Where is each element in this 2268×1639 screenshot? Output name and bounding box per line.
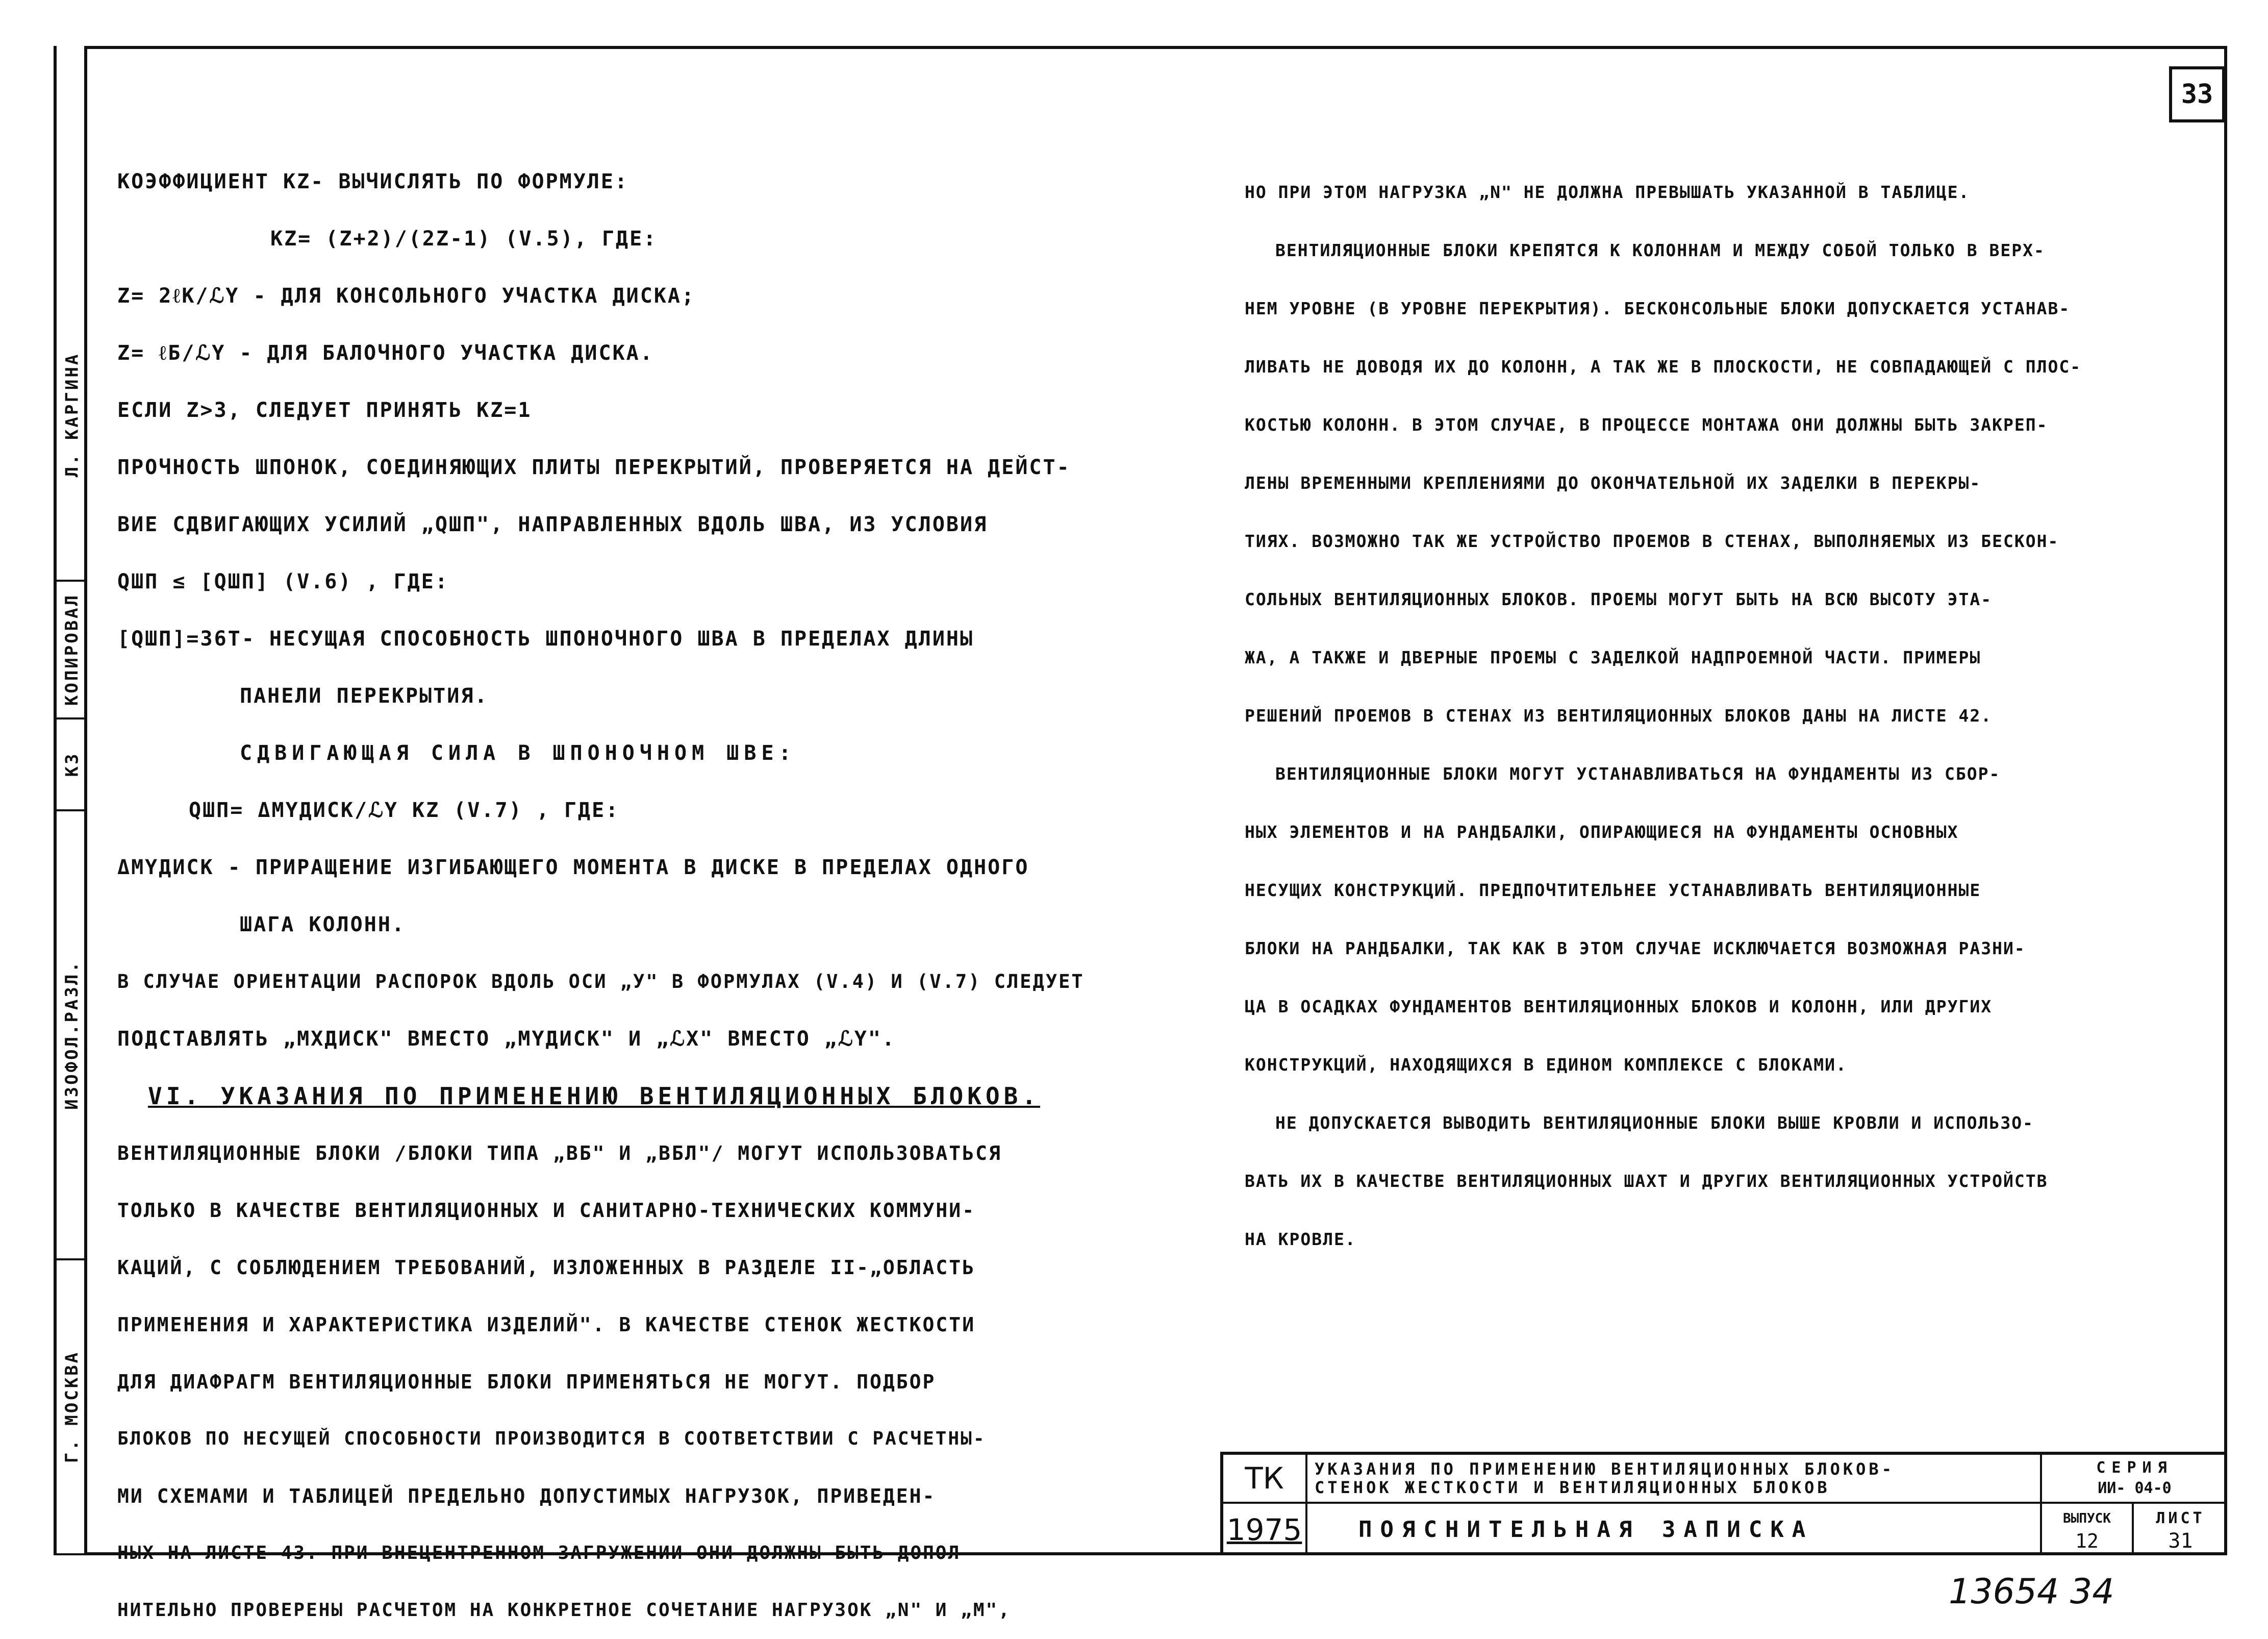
right-text-column bbox=[1245, 163, 2194, 1269]
text-line: КОСТЬЮ КОЛОНН. В ЭТОМ СЛУЧАЕ, В ПРОЦЕССЕ МОНТАЖА ОНИ ДОЛЖНЫ БЫТЬ ЗАКРЕП- bbox=[1245, 415, 2048, 435]
tb-series-value: ИИ- 04-0 bbox=[2098, 1479, 2172, 1497]
text-line: МИ СХЕМАМИ И ТАБЛИЦЕЙ ПРЕДЕЛЬНО ДОПУСТИМЫХ НАГРУЗОК, ПРИВЕДЕН- bbox=[117, 1485, 936, 1507]
side-strip-author: Л. КАРГИНА bbox=[57, 250, 87, 582]
tb-title-line2: СТЕНОК ЖЕСТКОСТИ И ВЕНТИЛЯЦИОННЫХ БЛОКОВ bbox=[1315, 1478, 1830, 1497]
text-line: ЛИВАТЬ НЕ ДОВОДЯ ИХ ДО КОЛОНН, А ТАК ЖЕ В ПЛОСКОСТИ, НЕ СОВПАДАЮЩЕЙ С ПЛОС- bbox=[1245, 357, 2082, 377]
text-line: БЛОКИ НА РАНДБАЛКИ, ТАК КАК В ЭТОМ СЛУЧАЕ ИСКЛЮЧАЕТСЯ ВОЗМОЖНАЯ РАЗНИ- bbox=[1245, 938, 2026, 958]
side-strip-signature: ИЗОФОЛ.РАЗЛ. bbox=[57, 811, 87, 1260]
text-line: НО ПРИ ЭТОМ НАГРУЗКА „N" НЕ ДОЛЖНА ПРЕВЫШАТЬ УКАЗАННОЙ В ТАБЛИЦЕ. bbox=[1245, 182, 1970, 202]
tb-title bbox=[1307, 1455, 2042, 1504]
side-strip-copied: КОПИРОВАЛ bbox=[57, 582, 87, 719]
formula-v6: QШП ≤ [QШП] (V.6) , ГДЕ: bbox=[117, 570, 449, 593]
text-line: НЫХ ЭЛЕМЕНТОВ И НА РАНДБАЛКИ, ОПИРАЮЩИЕСЯ НА ФУНДАМЕНТЫ ОСНОВНЫХ bbox=[1245, 822, 1959, 842]
text-line: ПАНЕЛИ ПЕРЕКРЫТИЯ. bbox=[240, 684, 489, 708]
tb-series-label: СЕРИЯ bbox=[2096, 1459, 2173, 1477]
text-line: РЕШЕНИЙ ПРОЕМОВ В СТЕНАХ ИЗ ВЕНТИЛЯЦИОННЫХ БЛОКОВ ДАНЫ НА ЛИСТЕ 42. bbox=[1245, 706, 1993, 726]
text-line: НЕ ДОПУСКАЕТСЯ ВЫВОДИТЬ ВЕНТИЛЯЦИОННЫЕ БЛОКИ ВЫШЕ КРОВЛИ И ИСПОЛЬЗО- bbox=[1275, 1113, 2034, 1133]
text-line: СДВИГАЮЩАЯ СИЛА В ШПОНОЧНОМ ШВЕ: bbox=[240, 741, 796, 765]
text-line: ВЕНТИЛЯЦИОННЫЕ БЛОКИ КРЕПЯТСЯ К КОЛОННАМ И МЕЖДУ СОБОЙ ТОЛЬКО В ВЕРХ- bbox=[1275, 240, 2045, 260]
text-line: НЕСУЩИХ КОНСТРУКЦИЙ. ПРЕДПОЧТИТЕЛЬНЕЕ УСТАНАВЛИВАТЬ ВЕНТИЛЯЦИОННЫЕ bbox=[1245, 880, 1981, 900]
page-number: 33 bbox=[2169, 66, 2225, 122]
section-heading: VI. УКАЗАНИЯ ПО ПРИМЕНЕНИЮ ВЕНТИЛЯЦИОННЫХ БЛОКОВ. bbox=[148, 1082, 1041, 1110]
tb-issue bbox=[2042, 1504, 2134, 1555]
text-line: ВИЕ СДВИГАЮЩИХ УСИЛИЙ „QШП", НАПРАВЛЕННЫХ ВДОЛЬ ШВА, ИЗ УСЛОВИЯ bbox=[117, 513, 988, 536]
formula-v7: QШП= ΔMYДИСК/ℒY KZ (V.7) , ГДЕ: bbox=[189, 799, 620, 822]
text-line: ПОДСТАВЛЯТЬ „MXДИСК" ВМЕСТО „MYДИСК" И „ℒX" ВМЕСТО „ℒY". bbox=[117, 1027, 896, 1051]
side-strip-city: Г. МОСКВА bbox=[57, 1260, 87, 1555]
left-text-column bbox=[117, 153, 1163, 1639]
text-line: ΔMYДИСК - ПРИРАЩЕНИЕ ИЗГИБАЮЩЕГО МОМЕНТА В ДИСКЕ В ПРЕДЕЛАХ ОДНОГО bbox=[117, 856, 1029, 879]
text-line: ПРИМЕНЕНИЯ И ХАРАКТЕРИСТИКА ИЗДЕЛИЙ". В КАЧЕСТВЕ СТЕНОК ЖЕСТКОСТИ bbox=[117, 1313, 976, 1336]
tb-doc-name: ПОЯСНИТЕЛЬНАЯ ЗАПИСКА bbox=[1307, 1504, 2042, 1555]
text-line: ЕСЛИ Z>3, СЛЕДУЕТ ПРИНЯТЬ KZ=1 bbox=[117, 399, 532, 422]
tb-title-line1: УКАЗАНИЯ ПО ПРИМЕНЕНИЮ ВЕНТИЛЯЦИОННЫХ БЛОКОВ- bbox=[1315, 1459, 1895, 1479]
text-line: ЦА В ОСАДКАХ ФУНДАМЕНТОВ ВЕНТИЛЯЦИОННЫХ БЛОКОВ И КОЛОНН, ИЛИ ДРУГИХ bbox=[1245, 997, 1993, 1016]
formula-v5: KZ= (Z+2)/(2Z-1) (V.5), ГДЕ: bbox=[270, 227, 658, 251]
text-line: ЖА, А ТАКЖЕ И ДВЕРНЫЕ ПРОЕМЫ С ЗАДЕЛКОЙ НАДПРОЕМНОЙ ЧАСТИ. ПРИМЕРЫ bbox=[1245, 648, 1981, 667]
text-line: НА КРОВЛЕ. bbox=[1245, 1229, 1356, 1249]
text-line: [QШП]=36Т- НЕСУЩАЯ СПОСОБНОСТЬ ШПОНОЧНОГО ШВА В ПРЕДЕЛАХ ДЛИНЫ bbox=[117, 627, 974, 651]
text-line: Z= ℓБ/ℒY - ДЛЯ БАЛОЧНОГО УЧАСТКА ДИСКА. bbox=[117, 341, 654, 365]
tb-series bbox=[2042, 1455, 2227, 1504]
text-line: БЛОКОВ ПО НЕСУЩЕЙ СПОСОБНОСТИ ПРОИЗВОДИТСЯ В СООТВЕТСТВИИ С РАСЧЕТНЫ- bbox=[117, 1428, 986, 1449]
text-line: ЛЕНЫ ВРЕМЕННЫМИ КРЕПЛЕНИЯМИ ДО ОКОНЧАТЕЛЬНОЙ ИХ ЗАДЕЛКИ В ПЕРЕКРЫ- bbox=[1245, 473, 1981, 493]
tb-sheet-value: 31 bbox=[2168, 1529, 2193, 1553]
title-block bbox=[1220, 1452, 2227, 1555]
text-line: ШАГА КОЛОНН. bbox=[240, 913, 406, 936]
tb-org: ТК bbox=[1223, 1455, 1307, 1504]
text-line: СОЛЬНЫХ ВЕНТИЛЯЦИОННЫХ БЛОКОВ. ПРОЕМЫ МОГУТ БЫТЬ НА ВСЮ ВЫСОТУ ЭТА- bbox=[1245, 589, 1993, 609]
side-strip bbox=[54, 46, 87, 1555]
text-line: Z= 2ℓК/ℒY - ДЛЯ КОНСОЛЬНОГО УЧАСТКА ДИСКА; bbox=[117, 284, 696, 308]
text-line: НЕМ УРОВНЕ (В УРОВНЕ ПЕРЕКРЫТИЯ). БЕСКОНСОЛЬНЫЕ БЛОКИ ДОПУСКАЕТСЯ УСТАНАВ- bbox=[1245, 299, 2071, 318]
text-line: НИТЕЛЬНО ПРОВЕРЕНЫ РАСЧЕТОМ НА КОНКРЕТНОЕ СОЧЕТАНИЕ НАГРУЗОК „N" И „M", bbox=[117, 1600, 1011, 1621]
side-strip-kz: КЗ bbox=[57, 719, 87, 811]
tb-issue-value: 12 bbox=[2075, 1529, 2099, 1552]
tb-sheet-label: ЛИСТ bbox=[2156, 1509, 2205, 1527]
text-line: КОЭФФИЦИЕНТ KZ- ВЫЧИСЛЯТЬ ПО ФОРМУЛЕ: bbox=[117, 170, 629, 193]
text-line: ВЕНТИЛЯЦИОННЫЕ БЛОКИ /БЛОКИ ТИПА „ВБ" И „ВБЛ"/ МОГУТ ИСПОЛЬЗОВАТЬСЯ bbox=[117, 1142, 1002, 1164]
text-line: НЫХ НА ЛИСТЕ 43. ПРИ ВНЕЦЕНТРЕННОМ ЗАГРУЖЕНИИ ОНИ ДОЛЖНЫ БЫТЬ ДОПОЛ- bbox=[117, 1543, 973, 1563]
text-line: ВАТЬ ИХ В КАЧЕСТВЕ ВЕНТИЛЯЦИОННЫХ ШАХТ И ДРУГИХ ВЕНТИЛЯЦИОННЫХ УСТРОЙСТВ bbox=[1245, 1171, 2048, 1191]
text-line: ПРОЧНОСТЬ ШПОНОК, СОЕДИНЯЮЩИХ ПЛИТЫ ПЕРЕКРЫТИЙ, ПРОВЕРЯЕТСЯ НА ДЕЙСТ- bbox=[117, 456, 1071, 479]
text-line: КОНСТРУКЦИЙ, НАХОДЯЩИХСЯ В ЕДИНОМ КОМПЛЕКСЕ С БЛОКАМИ. bbox=[1245, 1055, 1847, 1075]
tb-year: 1975 bbox=[1223, 1504, 1307, 1555]
text-line: ТИЯХ. ВОЗМОЖНО ТАК ЖЕ УСТРОЙСТВО ПРОЕМОВ В СТЕНАХ, ВЫПОЛНЯЕМЫХ ИЗ БЕСКОН- bbox=[1245, 531, 2059, 551]
tb-issue-label: ВЫПУСК bbox=[2063, 1510, 2111, 1526]
text-line: ДЛЯ ДИАФРАГМ ВЕНТИЛЯЦИОННЫЕ БЛОКИ ПРИМЕНЯТЬСЯ НЕ МОГУТ. ПОДБОР bbox=[117, 1371, 936, 1393]
archive-stamp-number: 13654 34 bbox=[1949, 1572, 2114, 1612]
text-line: ТОЛЬКО В КАЧЕСТВЕ ВЕНТИЛЯЦИОННЫХ И САНИТАРНО-ТЕХНИЧЕСКИХ КОММУНИ- bbox=[117, 1199, 976, 1222]
tb-sheet bbox=[2134, 1504, 2227, 1555]
text-line: В СЛУЧАЕ ОРИЕНТАЦИИ РАСПОРОК ВДОЛЬ ОСИ „У" В ФОРМУЛАХ (V.4) И (V.7) СЛЕДУЕТ bbox=[117, 971, 1085, 992]
text-line: ВЕНТИЛЯЦИОННЫЕ БЛОКИ МОГУТ УСТАНАВЛИВАТЬСЯ НА ФУНДАМЕНТЫ ИЗ СБОР- bbox=[1275, 764, 2001, 784]
text-line: КАЦИЙ, С СОБЛЮДЕНИЕМ ТРЕБОВАНИЙ, ИЗЛОЖЕННЫХ В РАЗДЕЛЕ II-„ОБЛАСТЬ bbox=[117, 1256, 976, 1279]
